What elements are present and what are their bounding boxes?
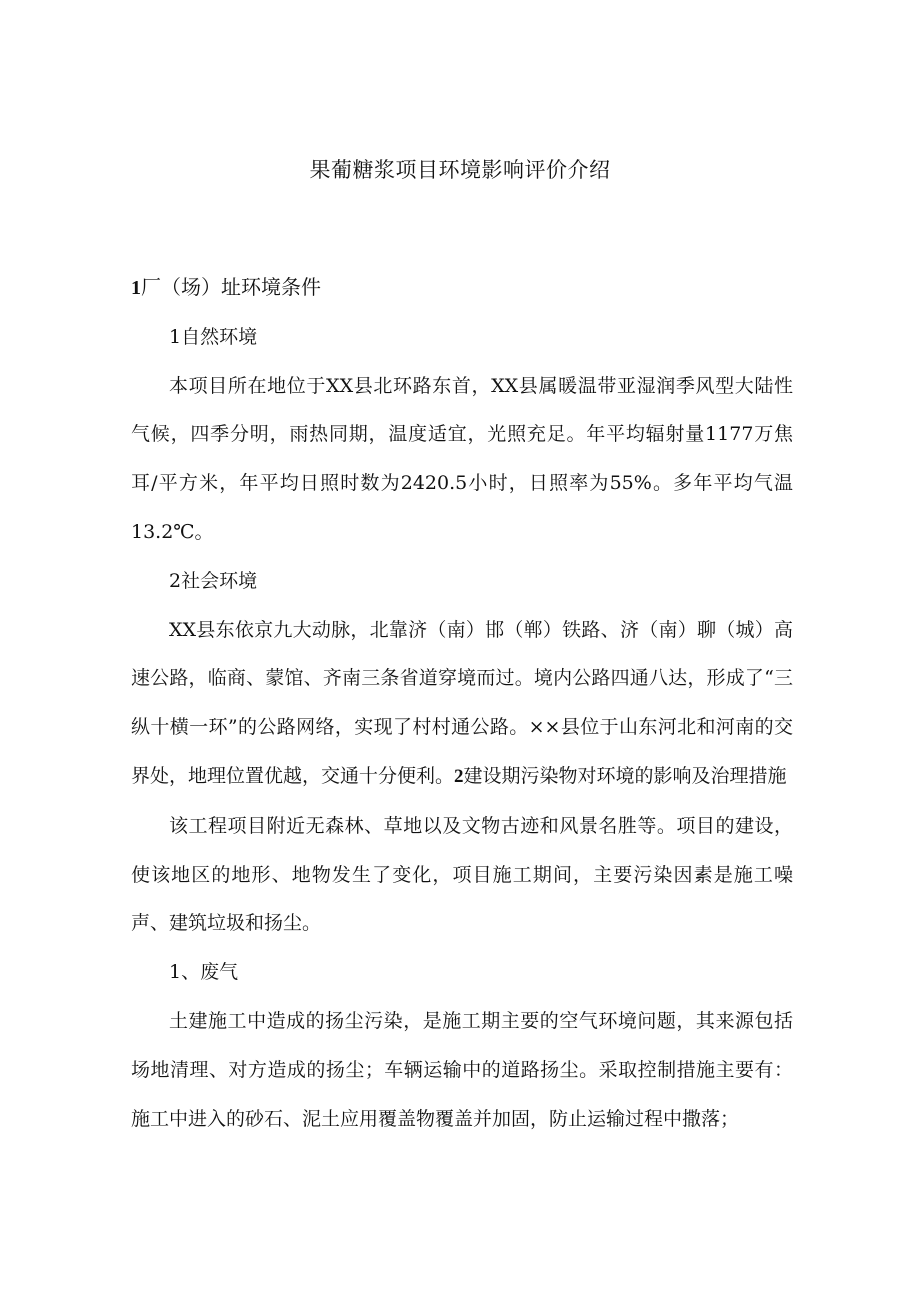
subsection-heading-exhaust-gas: 1、废气 [169, 961, 239, 984]
document-title: 果葡糖浆项目环境影响评价介绍 [309, 158, 611, 182]
section-title: 厂（场）址环境条件 [141, 275, 321, 299]
document-body [131, 263, 793, 1143]
subsection-heading-natural-environment: 1自然环境 [169, 325, 258, 348]
section-heading-1 [131, 263, 793, 313]
paragraph-text: XX县东依京九大动脉，北靠济（南）邯（郸）铁路、济（南）聊（城）高速公路，临商、蒙馆、齐南三条省道穿境而过。境内公路四通八达，形成了“三纵十横一环”的公路网络，实现了村村通公路。××县位于山东河北和河南的交界处，地理位置优越，交通十分便利。 [131, 618, 793, 787]
section-number: 1 [131, 277, 141, 299]
subsection-heading-social-environment: 2社会环境 [169, 569, 258, 592]
paragraph-social-environment [131, 606, 793, 802]
paragraph-natural-environment: 本项目所在地位于XX县北环路东首，XX县属暖温带亚湿润季风型大陆性气候，四季分明，雨热同期，温度适宜，光照充足。年平均辐射量1177万焦耳/平方米，年平均日照时数为2420.5小时，日照率为55%。多年平均气温13.2℃。 [131, 374, 793, 543]
section-number: 2 [454, 765, 464, 787]
section-title: 建设期污染物对环境的影响及治理措施 [463, 764, 787, 787]
paragraph-construction-impact: 该工程项目附近无森林、草地以及文物古迹和风景名胜等。项目的建设，使该地区的地形、地物发生了变化，项目施工期间，主要污染因素是施工噪声、建筑垃圾和扬尘。 [131, 814, 793, 935]
paragraph-exhaust-gas: 土建施工中造成的扬尘污染，是施工期主要的空气环境问题，其来源包括场地清理、对方造成的扬尘；车辆运输中的道路扬尘。采取控制措施主要有：施工中进入的砂石、泥土应用覆盖物覆盖并加固，防止运输过程中撒落； [131, 1009, 793, 1130]
